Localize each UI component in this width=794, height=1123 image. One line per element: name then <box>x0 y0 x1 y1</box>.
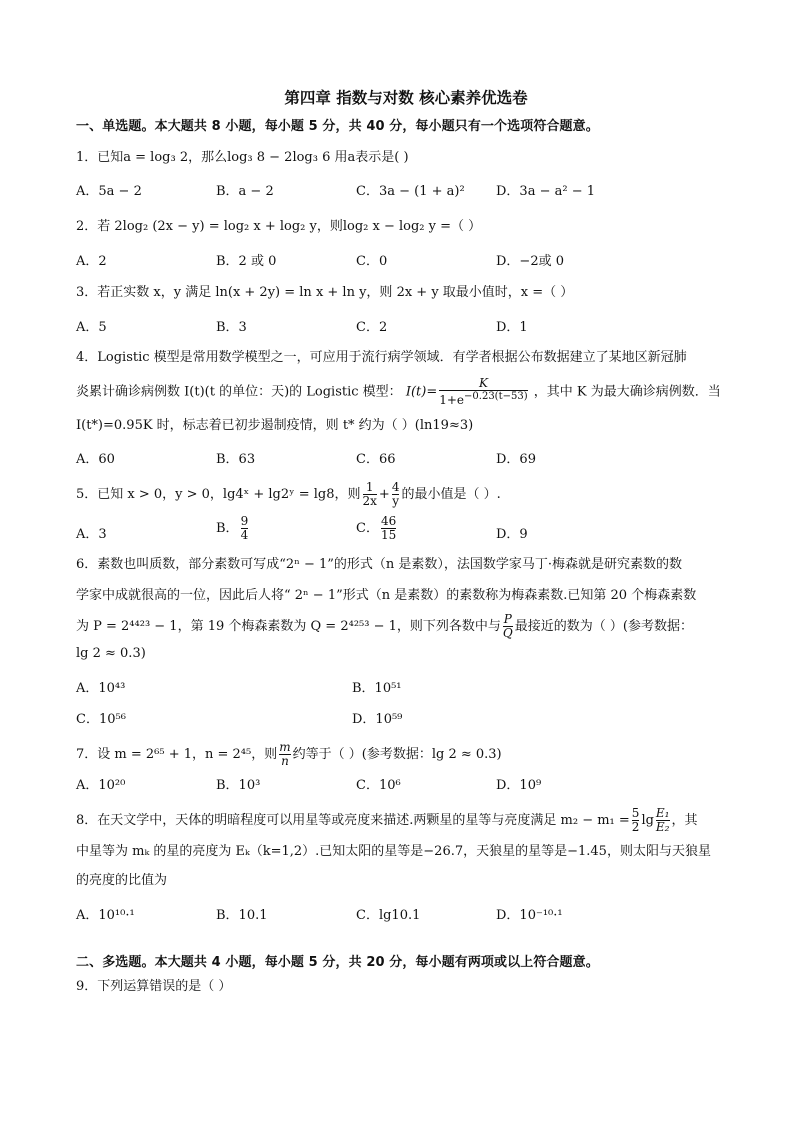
question-7-end: 约等于（ ）(参考数据：lg 2 ≈ 0.3) <box>292 746 502 762</box>
question-6-line-1: 6．素数也叫质数，部分素数可写成“2ⁿ − 1”的形式（n 是素数），法国数学家马丁·梅森就是研究素数的数 <box>76 557 683 573</box>
question-6-line-2: 学家中成就很高的一位，因此后人将“ 2ⁿ − 1”形式（n 是素数）的素数称为梅森素数.已知第 20 个梅森素数 <box>76 588 697 604</box>
option-c-fraction <box>381 515 396 542</box>
option-c[interactable]: C．3a − (1 + a)² <box>356 184 465 200</box>
question-8-options <box>76 906 736 927</box>
fraction-denominator: 4 <box>240 527 249 542</box>
logistic-formula-fraction <box>439 377 527 407</box>
fraction-5-over-2 <box>632 807 640 834</box>
question-6-line-3 <box>76 613 736 640</box>
option-d[interactable]: D．69 <box>496 452 536 468</box>
option-a[interactable]: A．5 <box>76 319 107 335</box>
logistic-formula-denominator-base: 1+e <box>439 393 465 408</box>
question-4-line-2-start: 炎累计确诊病例数 I(t)(t 的单位：天)的 Logistic 模型： <box>76 384 402 400</box>
question-9: 9．下列运算错误的是（ ） <box>76 979 232 995</box>
question-4 <box>76 348 736 436</box>
question-8-line-3: 的亮度的比值为 <box>76 873 168 889</box>
question-5-end: 的最小值是（ ）. <box>401 487 501 503</box>
fraction-m-over-n <box>279 741 290 768</box>
plus-sign: + <box>378 487 390 503</box>
option-b[interactable]: B．a − 2 <box>216 184 274 200</box>
option-a[interactable]: A．10²⁰ <box>76 778 126 794</box>
fraction-denominator: n <box>281 753 289 768</box>
question-6-line-4: lg 2 ≈ 0.3) <box>76 646 146 662</box>
fraction-denominator: 2 <box>631 820 640 835</box>
option-c[interactable]: C．10⁶ <box>356 778 401 794</box>
option-b[interactable]: B．2 或 0 <box>216 253 277 269</box>
question-8-line-1 <box>76 807 736 834</box>
option-d[interactable]: D．10⁻¹⁰·¹ <box>496 907 563 923</box>
option-c[interactable]: C．2 <box>356 319 388 335</box>
option-b[interactable]: B．10⁵¹ <box>352 681 402 697</box>
option-b[interactable]: B．10.1 <box>216 907 268 923</box>
option-b[interactable]: B．10³ <box>216 778 261 794</box>
option-c[interactable]: C．lg10.1 <box>356 907 421 923</box>
question-5-options <box>76 515 736 546</box>
fraction-1-over-2x <box>363 481 377 508</box>
option-a[interactable]: A．10⁴³ <box>76 681 126 697</box>
fraction-denominator: E₂ <box>655 820 670 835</box>
question-6-options <box>76 679 736 731</box>
fraction-numerator: P <box>503 611 512 626</box>
question-8-line-1-start: 8．在天文学中，天体的明暗程度可以用星等或亮度来描述.两颗星的星等与亮度满足 m₂ − m₁ = <box>76 813 630 829</box>
logistic-formula-lhs: I(t)= <box>405 384 438 400</box>
option-d[interactable]: D．1 <box>496 319 528 335</box>
fraction-numerator: 5 <box>631 805 640 820</box>
logistic-formula-denominator <box>439 391 527 407</box>
fraction-numerator: 46 <box>380 513 397 528</box>
question-8-line-1-end: ，其 <box>671 813 698 829</box>
option-b[interactable] <box>216 515 356 546</box>
option-d[interactable]: D．10⁵⁹ <box>352 711 403 727</box>
question-4-line-2 <box>76 377 736 407</box>
question-1: 1．已知a = log₃ 2，那么log₃ 8 − 2log₃ 6 用a表示是( ) <box>76 149 409 165</box>
option-d[interactable]: D．3a − a² − 1 <box>496 184 595 200</box>
question-7 <box>76 741 736 768</box>
section-gap <box>76 927 736 949</box>
logistic-formula-exponent: −0.23(t−53) <box>464 391 528 403</box>
question-4-line-1: 4．Logistic 模型是常用数学模型之一，可应用于流行病学领域．有学者根据公布数据建立了某地区新冠肺 <box>76 350 687 366</box>
question-8-line-2: 中星等为 mₖ 的星的亮度为 Eₖ（k=1,2）.已知太阳的星等是−26.7，天狼星的星等是−1.45，则太阳与天狼星 <box>76 844 711 860</box>
fraction-denominator: 2x <box>362 494 377 509</box>
fraction-numerator: 4 <box>391 480 400 495</box>
option-a[interactable]: A．60 <box>76 452 115 468</box>
option-a[interactable]: A．10¹⁰·¹ <box>76 907 135 923</box>
question-7-options <box>76 776 736 797</box>
page-title: 第四章 指数与对数 核心素养优选卷 <box>284 89 528 107</box>
fraction-numerator: 1 <box>365 480 374 495</box>
option-c[interactable] <box>356 515 496 546</box>
question-8 <box>76 807 736 892</box>
question-2-options <box>76 252 736 273</box>
fraction-e1-over-e2 <box>656 807 670 834</box>
fraction-denominator: Q <box>502 626 513 641</box>
option-c[interactable]: C．0 <box>356 253 388 269</box>
question-1-options <box>76 182 736 203</box>
logistic-formula-numerator: K <box>478 376 488 391</box>
option-c[interactable]: C．66 <box>356 452 396 468</box>
option-b-label: B． <box>216 520 239 536</box>
question-6-line-3-end: 最接近的数为（ ）(参考数据： <box>514 619 693 635</box>
option-d[interactable]: D．9 <box>496 526 528 542</box>
option-c-label: C． <box>356 520 379 536</box>
question-2: 2．若 2log₂ (2x − y) = log₂ x + log₂ y，则log₂ x − log₂ y =（ ） <box>76 219 482 235</box>
option-a[interactable]: A．2 <box>76 253 107 269</box>
question-7-start: 7．设 m = 2⁶⁵ + 1，n = 2⁴⁵，则 <box>76 746 278 762</box>
fraction-numerator: E₁ <box>655 805 670 820</box>
exam-page <box>76 86 736 998</box>
question-4-options <box>76 450 736 471</box>
fraction-denominator: 15 <box>380 527 397 542</box>
option-c[interactable]: C．10⁵⁶ <box>76 711 126 727</box>
section-multiple-choice: 二、多选题。本大题共 4 小题，每小题 5 分，共 20 分，每小题有两项或以上符合题意。 <box>76 954 599 970</box>
question-3-options <box>76 318 736 339</box>
option-a[interactable]: A．3 <box>76 526 107 542</box>
option-d[interactable]: D．10⁹ <box>496 778 542 794</box>
section-single-choice: 一、单选题。本大题共 8 小题，每小题 5 分，共 40 分，每小题只有一个选项符合题意。 <box>76 118 599 134</box>
option-b[interactable]: B．3 <box>216 319 247 335</box>
option-b-fraction <box>241 515 249 542</box>
fraction-4-over-y <box>392 481 400 508</box>
question-3: 3．若正实数 x，y 满足 ln(x + 2y) = ln x + ln y，则 2x + y 取最小值时，x =（ ） <box>76 284 574 300</box>
question-5 <box>76 481 736 508</box>
fraction-p-over-q <box>503 613 513 640</box>
question-4-line-2-end: ，其中 K 为最大确诊病例数．当 <box>533 384 721 400</box>
question-6-line-3-start: 为 P = 2⁴⁴²³ − 1，第 19 个梅森素数为 Q = 2⁴²⁵³ − 1，则下列各数中与 <box>76 619 501 635</box>
fraction-denominator: y <box>392 494 400 509</box>
option-a[interactable]: A．5a − 2 <box>76 184 142 200</box>
option-b[interactable]: B．63 <box>216 452 256 468</box>
option-d[interactable]: D．−2或 0 <box>496 253 564 269</box>
lg-symbol: lg <box>641 813 654 829</box>
fraction-numerator: m <box>279 739 291 754</box>
question-4-line-3: I(t*)=0.95K 时，标志着已初步遏制疫情，则 t* 约为（ ）(ln19≈3) <box>76 417 474 433</box>
fraction-numerator: 9 <box>240 513 249 528</box>
question-6 <box>76 555 736 665</box>
question-5-start: 5．已知 x > 0，y > 0，lg4ˣ + lg2ʸ = lg8，则 <box>76 487 361 503</box>
